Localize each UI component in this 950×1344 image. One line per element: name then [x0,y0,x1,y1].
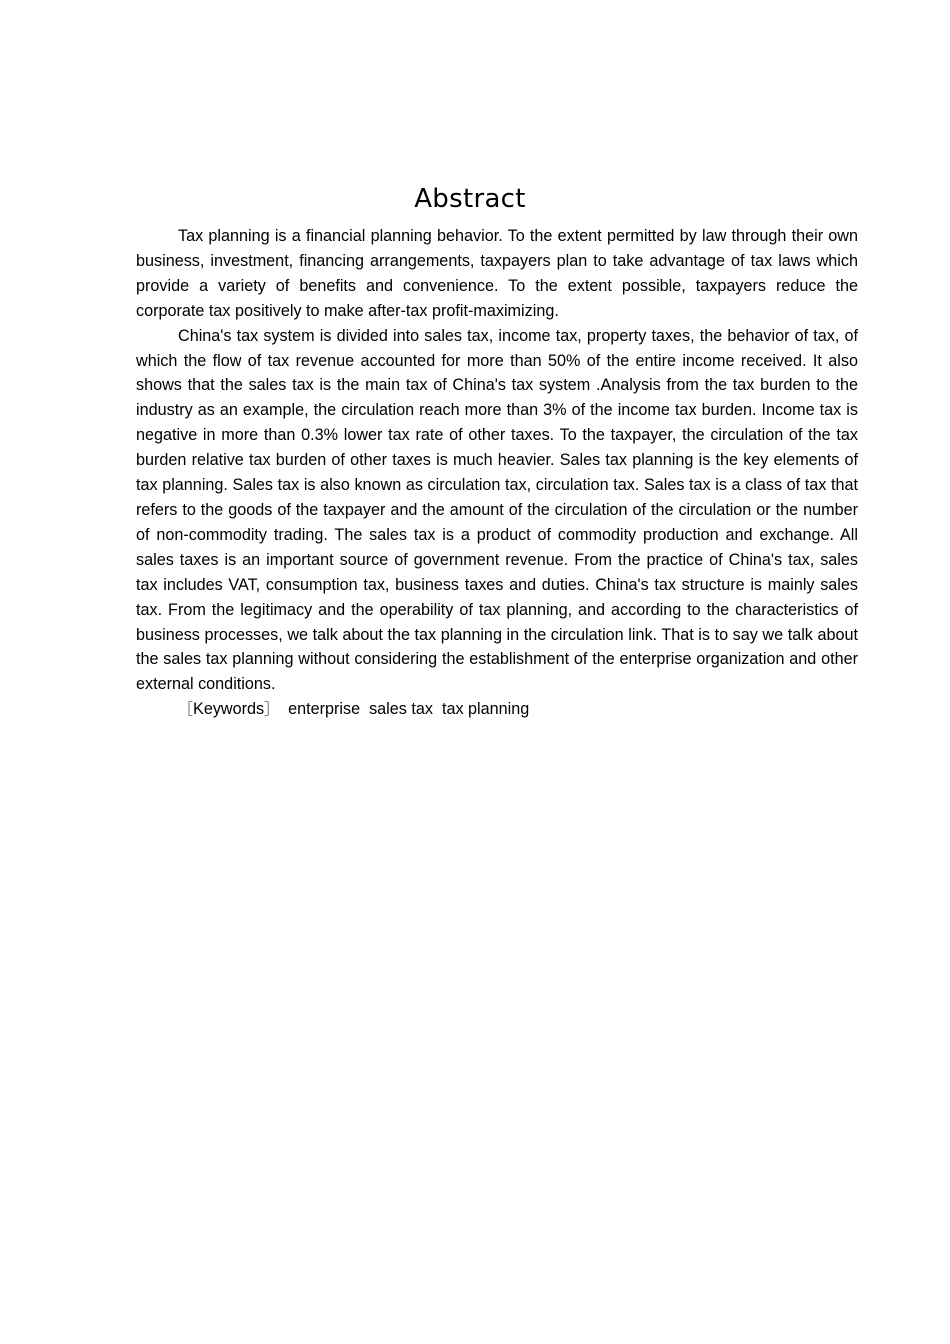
keywords-line [136,697,858,722]
keywords-terms: enterprise sales tax tax planning [279,700,530,719]
abstract-body [136,224,858,722]
abstract-paragraph-1: Tax planning is a financial planning behavior. To the extent permitted by law through their own business, investment, financing arrangements, taxpayers plan to take advantage of tax laws which provide a variety of benefits and convenience. To the extent possible, taxpayers reduce the corporate tax positively to make after-tax profit-maximizing. [136,227,858,320]
keywords-close-bracket: ］ [264,700,280,719]
keywords-label: Keywords [193,700,265,719]
abstract-paragraph-2: China's tax system is divided into sales tax, income tax, property taxes, the behavior of tax, of which the flow of tax revenue accounted for more than 50% of the entire income received. It also shows that the sales tax is the main tax of China's tax system .Analysis from the tax burden to the industry as an example, the circulation reach more than 3% of the income tax burden. Income tax is negative in more than 0.3% lower tax rate of other taxes. To the taxpayer, the circulation of the tax burden relative tax burden of other taxes is much heavier. Sales tax planning is the key elements of tax planning. Sales tax is also known as circulation tax, circulation tax. Sales tax is a class of tax that refers to the goods of the taxpayer and the amount of the circulation of the circulation or the number of non-commodity trading. The sales tax is a product of commodity production and exchange. All sales taxes is an important source of government revenue. From the practice of China's tax, sales tax includes VAT, consumption tax, business taxes and duties. China's tax structure is mainly sales tax. From the legitimacy and the operability of tax planning, and according to the characteristics of business processes, we talk about the tax planning in the circulation link. That is to say we talk about the sales tax planning without considering the establishment of the enterprise organization and other external conditions. [136,326,858,694]
page-title: Abstract [414,184,526,214]
keywords-open-bracket: ［ [178,700,194,719]
